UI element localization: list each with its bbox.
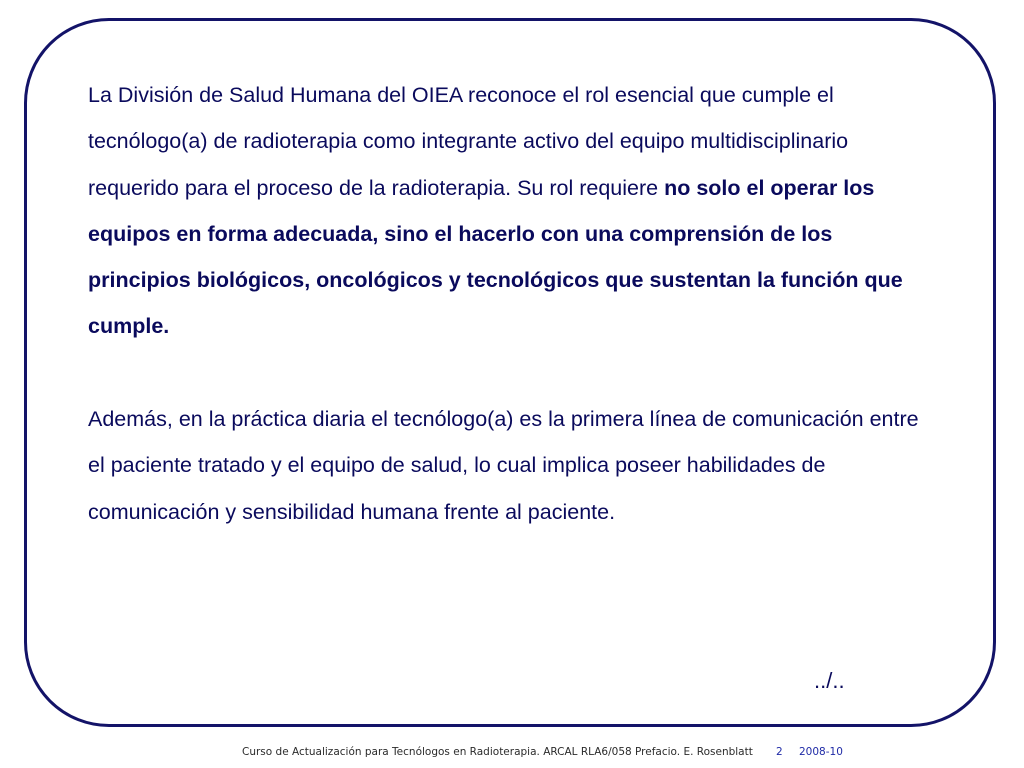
paragraph-gap — [88, 350, 938, 396]
footer-page-number: 2 — [776, 746, 783, 758]
footer-date: 2008-10 — [799, 746, 843, 758]
footer-course-text: Curso de Actualización para Tecnólogos en Radioterapia. ARCAL RLA6/058 Prefacio. E. Rosenblatt — [242, 746, 753, 758]
footer — [0, 745, 1024, 759]
slide-body — [88, 72, 938, 535]
paragraph-1-regular: La División de Salud Humana del OIEA reconoce el rol esencial que cumple el tecnólogo(a) de radioterapia como integrante activo del equipo multidisciplinario requerido para el proceso de la radioterapia. Su rol requiere — [88, 83, 849, 200]
paragraph-1-bold: no solo el operar los equipos en forma adecuada, sino el hacerlo con una comprensión de los principios biológicos, oncológicos y tecnológicos que sustentan la función que cumple. — [88, 175, 903, 339]
continuation-mark: ../.. — [814, 668, 845, 693]
paragraph-1 — [88, 72, 938, 350]
paragraph-2: Además, en la práctica diaria el tecnólogo(a) es la primera línea de comunicación entre el paciente tratado y el equipo de salud, lo cual implica poseer habilidades de comunicación y sensibilidad humana frente al paciente. — [88, 407, 919, 524]
